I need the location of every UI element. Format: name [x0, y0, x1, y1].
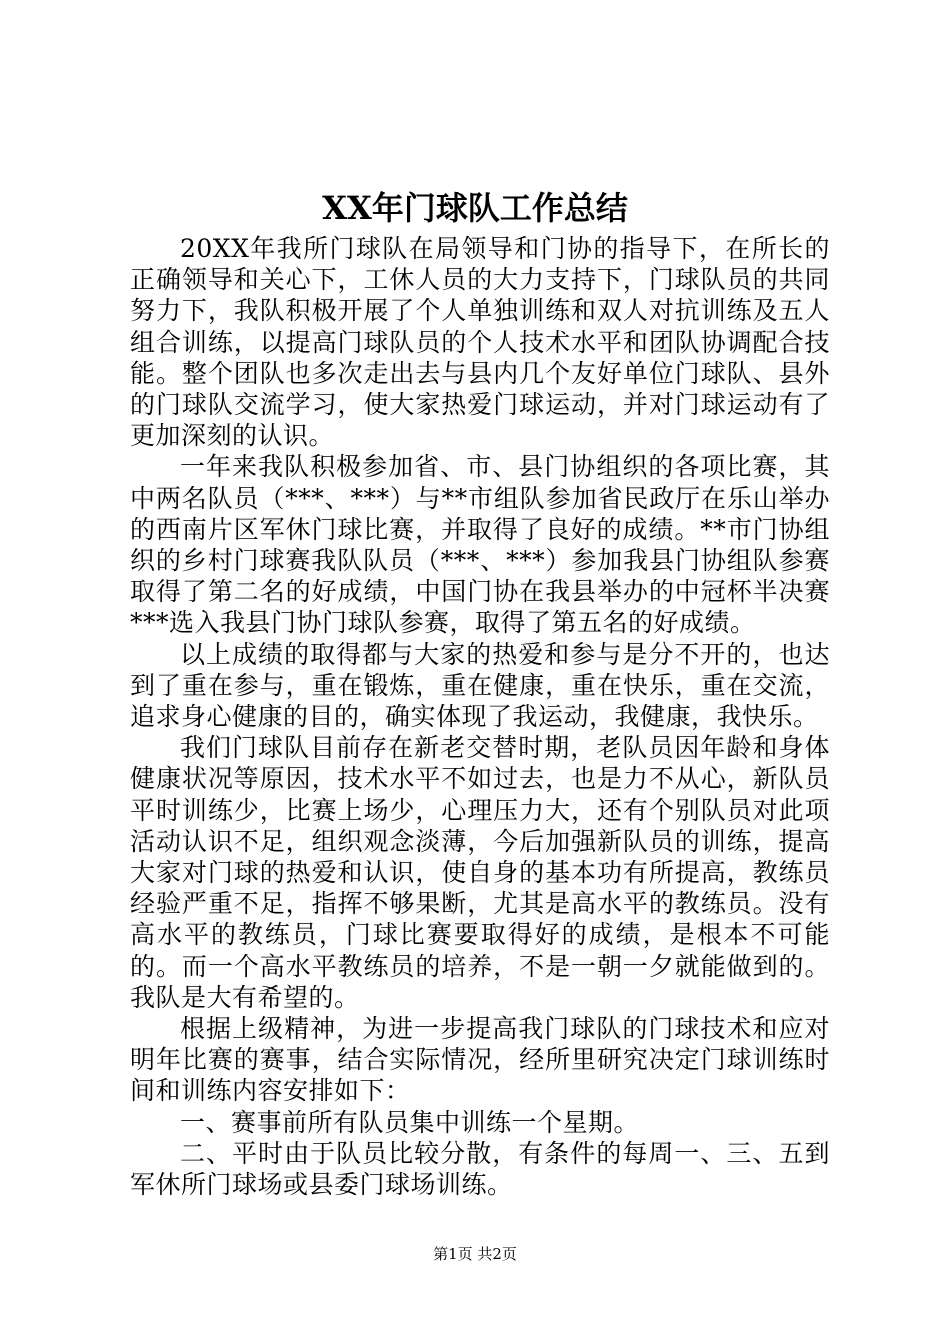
paragraph-2: 一年来我队积极参加省、市、县门协组织的各项比赛，其中两名队员（***、***）与**市组队参加省民政厅在乐山举办的西南片区军休门球比赛，并取得了良好的成绩。**市门协组织的乡村门球赛我队队员（***、***）参加我县门协组队参赛取得了第二名的好成绩，中国门协在我县举办的中冠杯半决赛***选入我县门协门球队参赛，取得了第五名的好成绩。 [130, 452, 830, 638]
paragraph-1: 20XX年我所门球队在局领导和门协的指导下，在所长的正确领导和关心下，工休人员的大力支持下，门球队员的共同努力下，我队积极开展了个人单独训练和双人对抗训练及五人组合训练，以提高门球队员的个人技术水平和团队协调配合技能。整个团队也多次走出去与县内几个友好单位门球队、县外的门球队交流学习，使大家热爱门球运动，并对门球运动有了更加深刻的认识。 [130, 234, 830, 451]
document-title: XX年门球队工作总结 [322, 189, 628, 227]
paragraph-5: 根据上级精神，为进一步提高我门球队的门球技术和应对明年比赛的赛事，结合实际情况，经所里研究决定门球训练时间和训练内容安排如下： [130, 1014, 830, 1106]
page-number-footer: 第1页 共2页 [433, 1245, 517, 1263]
paragraph-6: 一、赛事前所有队员集中训练一个星期。 [180, 1107, 640, 1137]
paragraph-7: 二、平时由于队员比较分散，有条件的每周一、三、五到军休所门球场或县委门球场训练。 [130, 1138, 830, 1200]
paragraph-4: 我们门球队目前存在新老交替时期，老队员因年龄和身体健康状况等原因，技术水平不如过去，也是力不从心，新队员平时训练少，比赛上场少，心理压力大，还有个别队员对此项活动认识不足，组织观念淡薄，今后加强新队员的训练，提高大家对门球的热爱和认识，使自身的基本功有所提高，教练员经验严重不足，指挥不够果断，尤其是高水平的教练员。没有高水平的教练员，门球比赛要取得好的成绩，是根本不可能的。而一个高水平教练员的培养，不是一朝一夕就能做到的。我队是大有希望的。 [130, 733, 830, 1012]
document-body [130, 233, 830, 1200]
paragraph-3: 以上成绩的取得都与大家的热爱和参与是分不开的，也达到了重在参与，重在锻炼，重在健康，重在快乐，重在交流，追求身心健康的目的，确实体现了我运动，我健康，我快乐。 [130, 639, 830, 732]
